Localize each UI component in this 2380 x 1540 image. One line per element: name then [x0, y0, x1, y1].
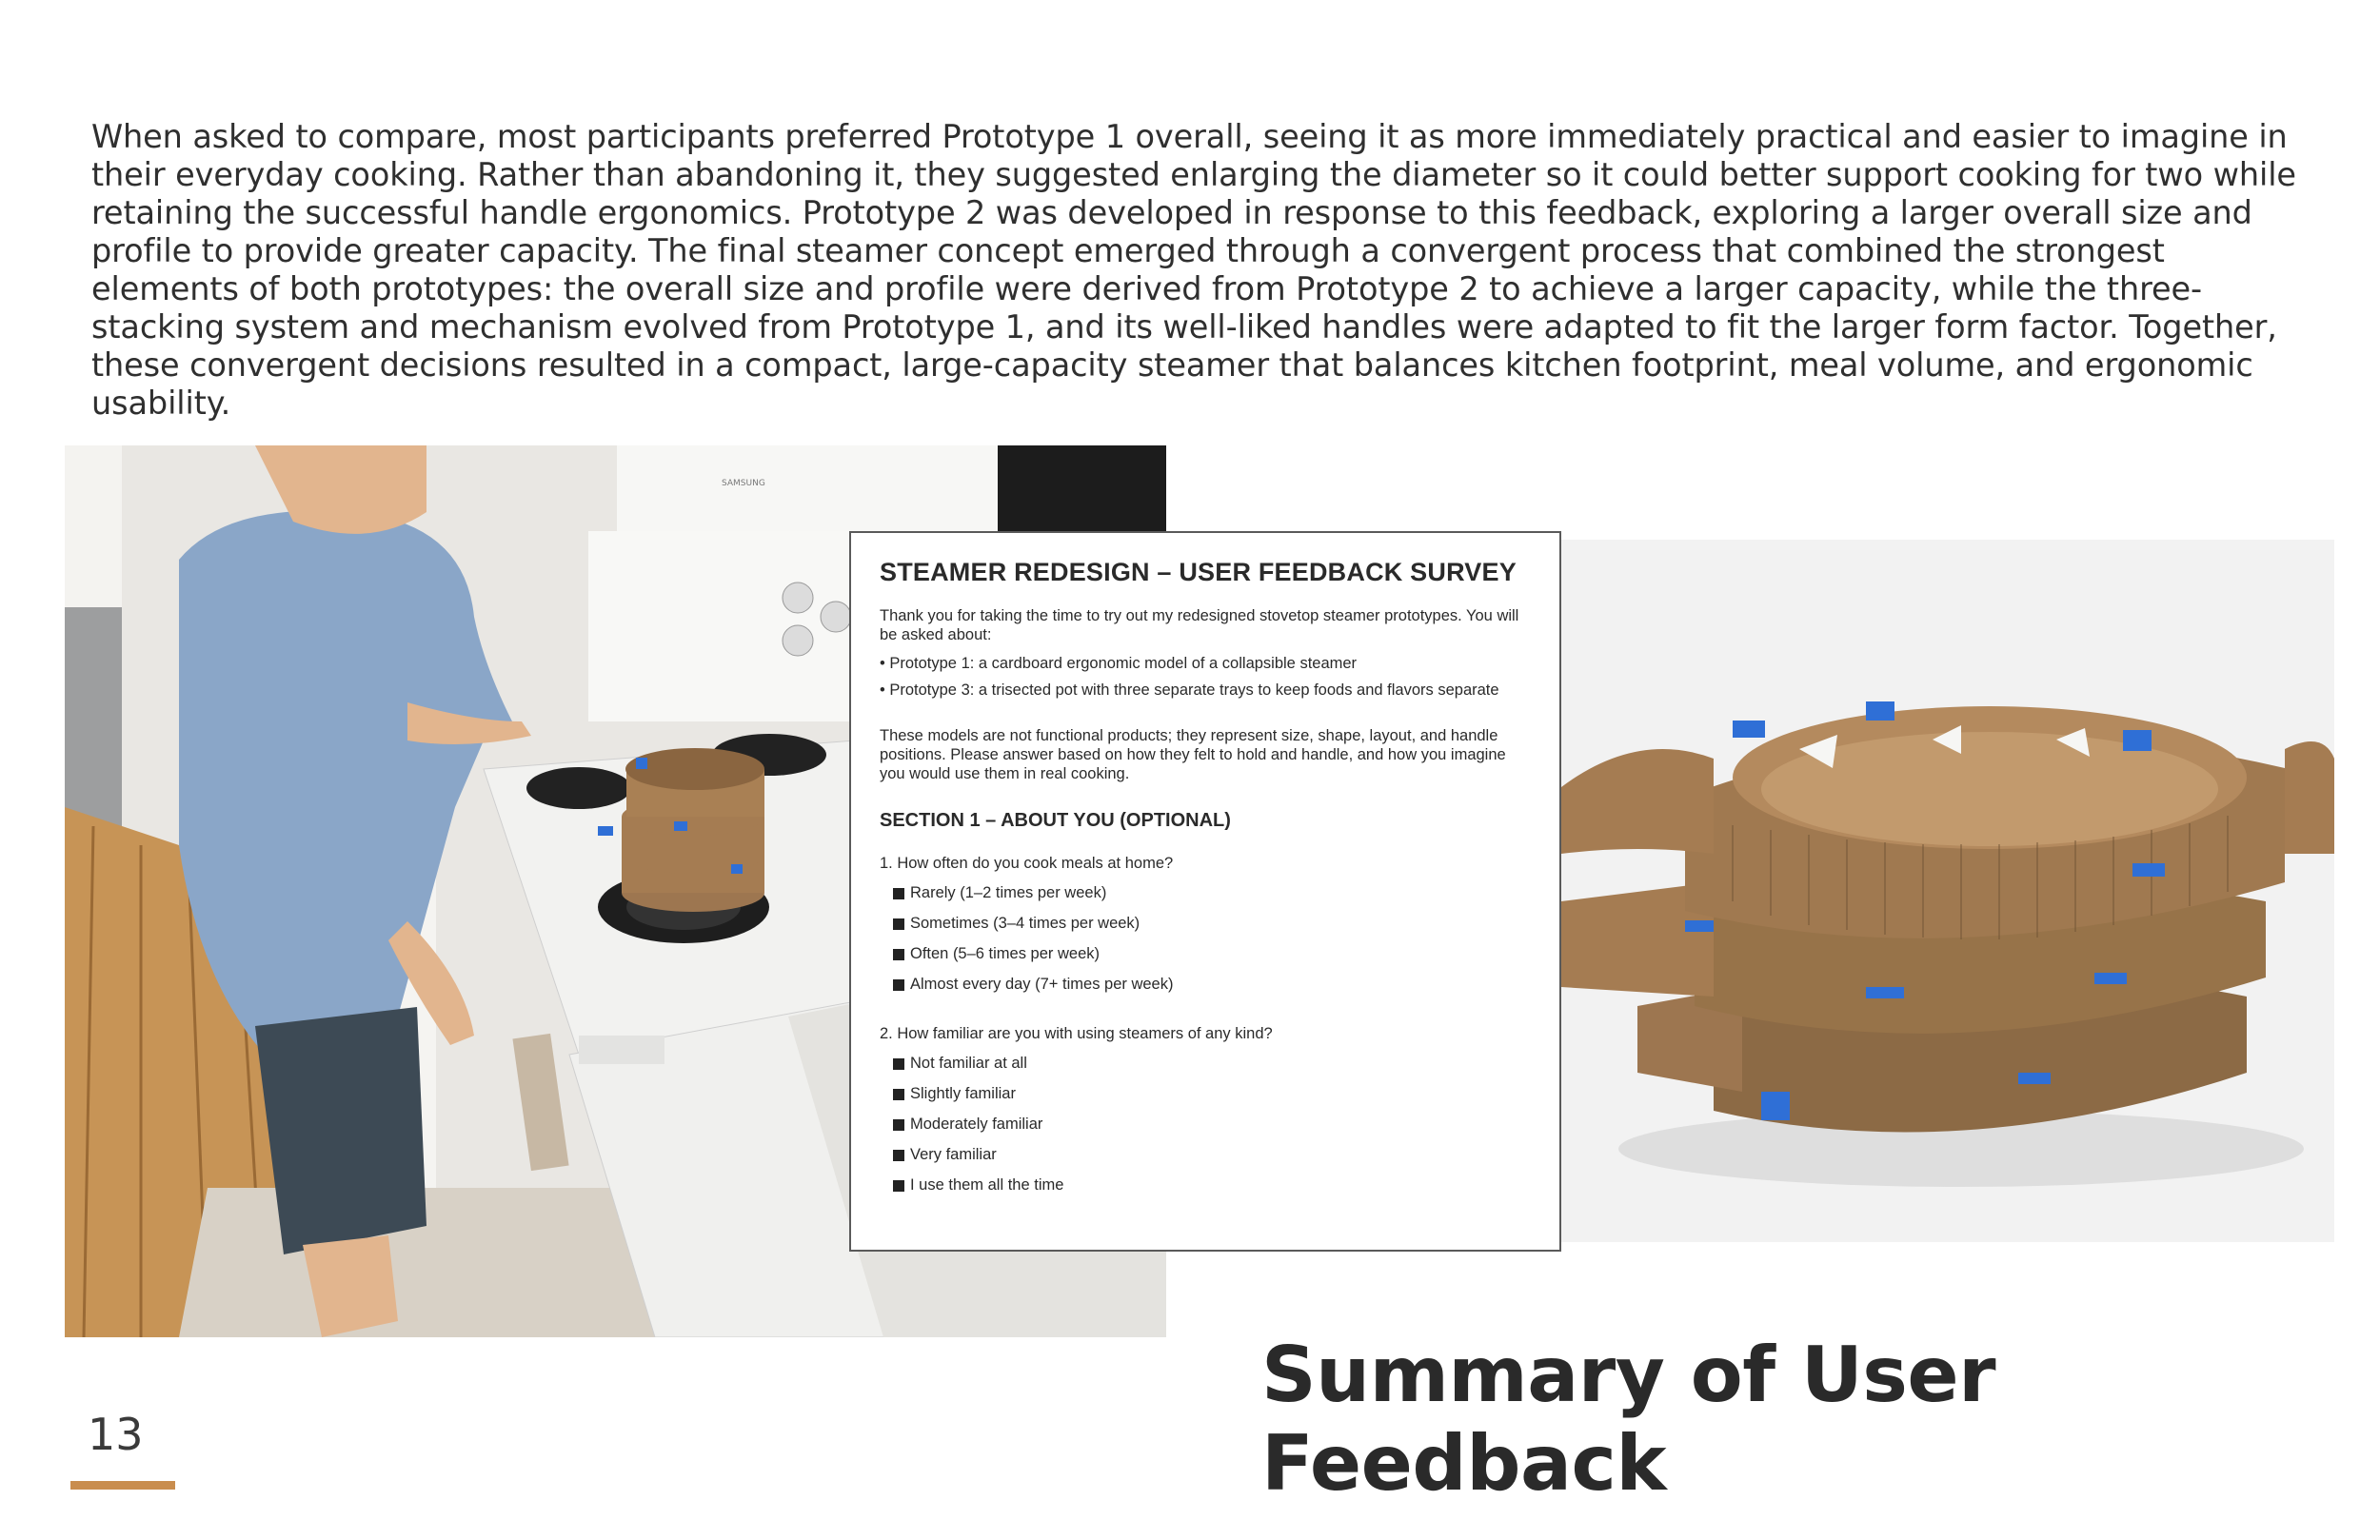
accent-bar	[70, 1481, 175, 1490]
survey-section-heading: SECTION 1 – ABOUT YOU (OPTIONAL)	[880, 810, 1231, 831]
survey-intro: Thank you for taking the time to try out my redesigned stovetop steamer prototypes. You will be asked about:	[880, 607, 1519, 643]
survey-option: Almost every day (7+ times per week)	[893, 976, 1531, 994]
page-number: 13	[88, 1409, 144, 1460]
survey-option: Slightly familiar	[893, 1085, 1531, 1103]
stove-brand-label: SAMSUNG	[722, 479, 765, 488]
intro-paragraph: When asked to compare, most participants preferred Prototype 1 overall, seeing it as more immediately practical and easier to imagine in their everyday cooking. Rather than abandoning it, they suggested enlarging the diameter so it could better support cooking for two while retaining the successful handle ergonomics. Prototype 2 was developed in response to this feedback, exploring a larger overall size and profile to provide greater capacity. The final steamer concept emerged through a convergent process that combined the strongest elements of both prototypes: the overall size and profile were derived from Prototype 2 to achieve a larger capacity, while the three-stacking system and mechanism evolved from Prototype 1, and its well-liked handles were adapted to fit the larger form factor. Together, these convergent decisions resulted in a compact, large-capacity steamer that balances kitchen footprint, meal volume, and ergonomic usability.	[91, 118, 2296, 422]
survey-bullet: • Prototype 1: a cardboard ergonomic model of a collapsible steamer	[880, 655, 1358, 672]
checkbox-icon	[893, 949, 904, 960]
survey-bullet: • Prototype 3: a trisected pot with three separate trays to keep foods and flavors separate	[880, 681, 1499, 699]
survey-option: Moderately familiar	[893, 1116, 1531, 1134]
feedback-survey-document	[849, 531, 1561, 1252]
checkbox-icon	[893, 1058, 904, 1070]
checkbox-icon	[893, 1150, 904, 1161]
survey-option: Often (5–6 times per week)	[893, 945, 1531, 963]
checkbox-icon	[893, 1089, 904, 1100]
survey-option: Not familiar at all	[893, 1055, 1531, 1073]
checkbox-icon	[893, 888, 904, 899]
survey-note: These models are not functional products; they represent size, shape, layout, and handle positions. Please answer based on how they felt to hold and handle, and how you imagine you would use them in real cooking.	[880, 727, 1506, 782]
survey-option: Sometimes (3–4 times per week)	[893, 915, 1531, 933]
summary-title: Summary of User Feedback	[1261, 1331, 1996, 1508]
survey-option: Rarely (1–2 times per week)	[893, 884, 1531, 902]
checkbox-icon	[893, 979, 904, 991]
checkbox-icon	[893, 1180, 904, 1192]
survey-option: I use them all the time	[893, 1176, 1531, 1194]
checkbox-icon	[893, 1119, 904, 1131]
survey-question: 1. How often do you cook meals at home?	[880, 855, 1174, 872]
survey-option: Very familiar	[893, 1146, 1531, 1164]
survey-title: STEAMER REDESIGN – USER FEEDBACK SURVEY	[880, 558, 1517, 586]
checkbox-icon	[893, 918, 904, 930]
survey-question: 2. How familiar are you with using steamers of any kind?	[880, 1025, 1273, 1042]
steamer-prototype-photo	[1561, 540, 2334, 1242]
